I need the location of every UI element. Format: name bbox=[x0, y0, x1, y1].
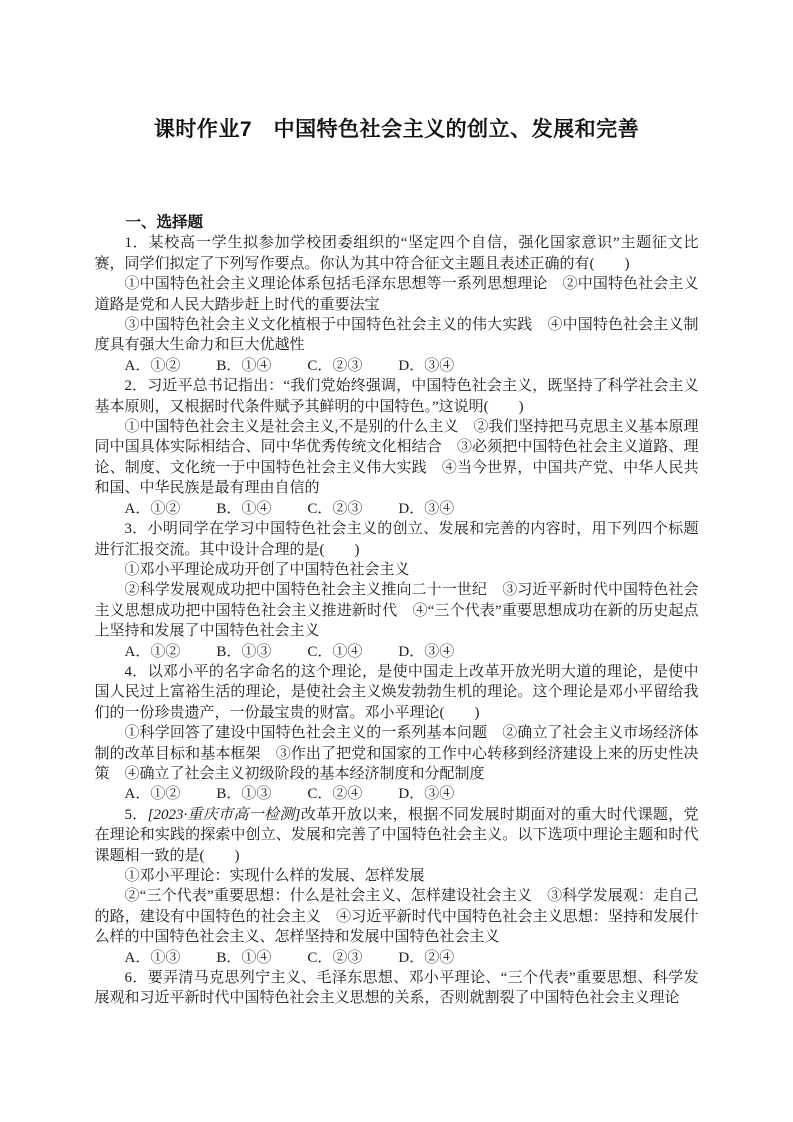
question-stem-text: 小明同学在学习中国特色社会主义的创立、发展和完善的内容时，用下列四个标题进行汇报交流。其中设计合理的是( ) bbox=[94, 521, 699, 558]
option-items-line: ①科学回答了建设中国特色社会主义的一系列基本问题 ②确立了社会主义市场经济体制的改革目标和基本框架 ③作出了把党和国家的工作中心转移到经济建设上来的历史性决策 ④确立了社会主义初级阶段的基本经济制度和分配制度 bbox=[94, 725, 699, 782]
answer-choice: D．②④ bbox=[398, 949, 455, 966]
answer-choice: A．①② bbox=[124, 786, 181, 803]
answer-choice: B．①④ bbox=[216, 500, 272, 517]
question-stem-text: 以邓小平的名字命名的这个理论，是使中国走上改革开放光明大道的理论，是使中国人民过上富裕生活的理论，是使社会主义焕发勃勃生机的理论。这个理论是邓小平留给我们的一份珍贵遗产，一份最宝贵的财富。邓小平理论( ) bbox=[94, 663, 699, 721]
question-block bbox=[95, 233, 699, 376]
answer-choice: C．②③ bbox=[307, 949, 363, 966]
questions-container bbox=[95, 233, 699, 1008]
option-items-line: ①邓小平理论成功开创了中国特色社会主义 bbox=[124, 561, 410, 578]
answer-choices-line bbox=[95, 948, 699, 968]
option-items-line: ①中国特色社会主义理论体系包括毛泽东思想等一系列思想理论 ②中国特色社会主义道路是党和人民大踏步赶上时代的重要法宝 bbox=[94, 276, 699, 313]
question-source-tag: [2023·重庆市高一检测] bbox=[147, 806, 301, 823]
answer-choices-line bbox=[95, 499, 699, 519]
answer-choices-line bbox=[95, 784, 699, 804]
section-heading: 一、选择题 bbox=[125, 214, 204, 231]
question-number: 6． bbox=[124, 970, 148, 987]
question-number: 5． bbox=[124, 806, 148, 823]
answer-choice: B．①③ bbox=[216, 786, 272, 803]
answer-choice: D．③④ bbox=[398, 357, 455, 374]
question-number: 4． bbox=[124, 663, 148, 680]
question-block bbox=[95, 376, 699, 519]
question-stem-text: 某校高一学生拟参加学校团委组织的“坚定四个自信，强化国家意识”主题征文比赛，同学们拟定了下列写作要点。你认为其中符合征文主题且表述正确的有( ) bbox=[94, 235, 699, 272]
worksheet-content bbox=[95, 213, 699, 1009]
answer-choice: C．②④ bbox=[307, 786, 363, 803]
answer-choices-line bbox=[95, 356, 699, 376]
answer-choice: A．①② bbox=[124, 643, 181, 660]
question-stem bbox=[95, 968, 699, 1009]
question-stem-text: 习近平总书记指出：“我们党始终强调，中国特色社会主义，既坚持了科学社会主义基本原则，又根据时代条件赋予其鲜明的中国特色。”这说明( ) bbox=[94, 378, 699, 415]
question-block bbox=[95, 662, 699, 805]
question-block bbox=[95, 805, 699, 968]
option-items-line: ①邓小平理论：实现什么样的发展、怎样发展 bbox=[124, 868, 425, 884]
answer-choice: C．②③ bbox=[307, 500, 363, 517]
question-number: 3． bbox=[124, 521, 148, 538]
question-stem bbox=[95, 662, 699, 723]
answer-choice: D．③④ bbox=[398, 500, 455, 517]
question-number: 1． bbox=[124, 235, 149, 252]
answer-choice: A．①② bbox=[124, 500, 181, 517]
answer-choice: D．③④ bbox=[398, 786, 455, 803]
answer-choice: C．①④ bbox=[307, 643, 363, 660]
answer-choices-line bbox=[95, 642, 699, 662]
question-stem bbox=[95, 805, 699, 866]
option-items-line: ①中国特色社会主义是社会主义,不是别的什么主义 ②我们坚持把马克思主义基本原理同中国具体实际相结合、同中华优秀传统文化相结合 ③必须把中国特色社会主义道路、理论、制度、文化统一于中国特色社会主义伟大实践 ④当今世界，中国共产党、中华人民共和国、中华民族是最有理由自信的 bbox=[94, 419, 699, 497]
question-stem bbox=[95, 519, 699, 560]
answer-choice: B．①④ bbox=[216, 949, 272, 966]
question-block bbox=[95, 968, 699, 1009]
question-stem bbox=[95, 233, 699, 274]
answer-choice: B．①③ bbox=[216, 643, 272, 660]
answer-choice: C．②③ bbox=[307, 357, 363, 374]
question-number: 2． bbox=[124, 378, 148, 395]
question-stem-text: 要弄清马克思列宁主义、毛泽东思想、邓小平理论、“三个代表”重要思想、科学发展观和习近平新时代中国特色社会主义思想的关系，否则就割裂了中国特色社会主义理论 bbox=[94, 970, 699, 1007]
answer-choice: A．①② bbox=[124, 357, 181, 374]
question-stem bbox=[95, 376, 699, 417]
question-stem-text: 改革开放以来，根据不同发展时期面对的重大时代课题，党在理论和实践的探索中创立、发展和完善了中国特色社会主义。以下选项中理论主题和时代课题相一致的是( ) bbox=[94, 806, 699, 864]
page-title: 课时作业7 中国特色社会主义的创立、发展和完善 bbox=[153, 118, 640, 141]
answer-choice: D．③④ bbox=[398, 643, 455, 660]
option-items-line: ②科学发展观成功把中国特色社会主义推向二十一世纪 ③习近平新时代中国特色社会主义思想成功把中国特色社会主义推进新时代 ④“三个代表”重要思想成功在新的历史起点上坚持和发展了中国特色社会主义 bbox=[94, 582, 699, 640]
option-items-line: ②“三个代表”重要思想：什么是社会主义、怎样建设社会主义 ③科学发展观：走自己的路，建设有中国特色的社会主义 ④习近平新时代中国特色社会主义思想：坚持和发展什么样的中国特色社会主义、怎样坚持和发展中国特色社会主义 bbox=[94, 888, 699, 946]
option-items-line: ③中国特色社会主义文化植根于中国特色社会主义的伟大实践 ④中国特色社会主义制度具有强大生命力和巨大优越性 bbox=[94, 317, 699, 354]
question-block bbox=[95, 519, 699, 662]
answer-choice: B．①④ bbox=[216, 357, 272, 374]
answer-choice: A．①③ bbox=[124, 949, 181, 966]
